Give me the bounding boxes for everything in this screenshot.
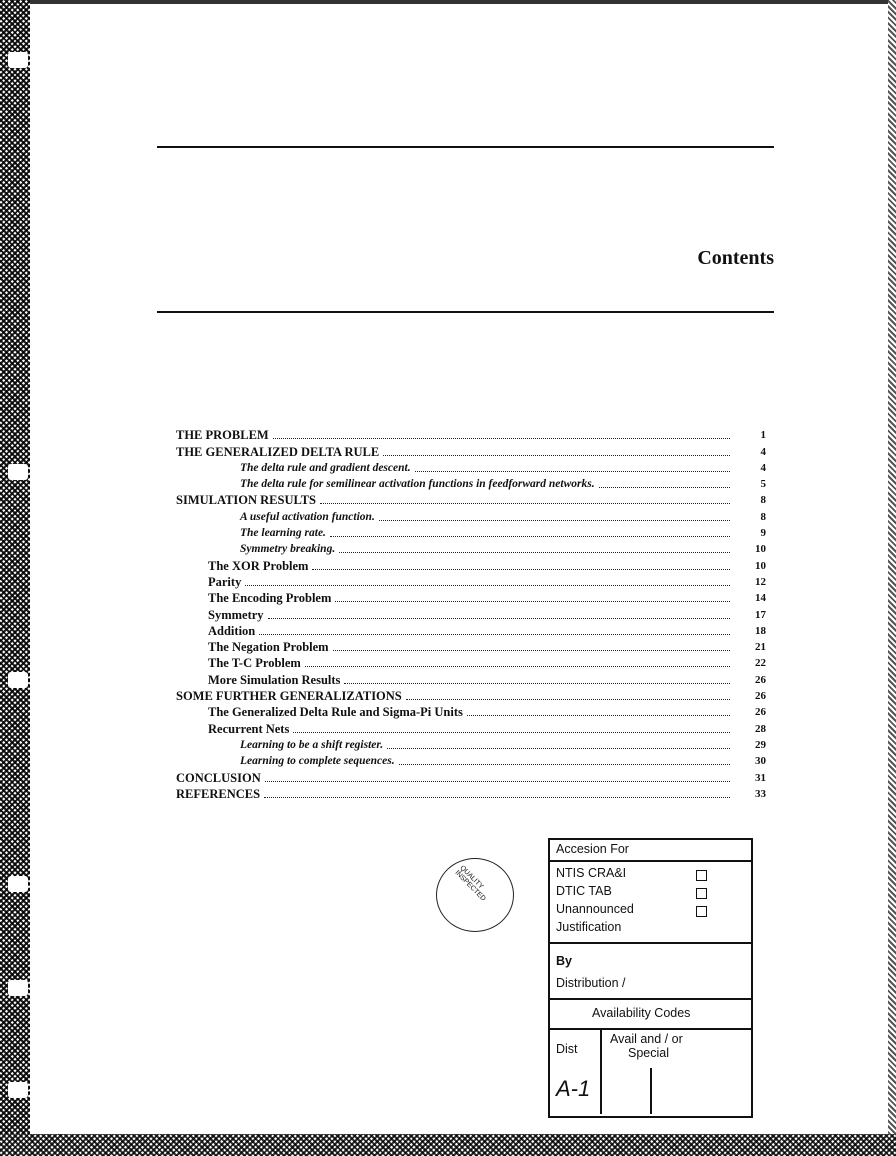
- unannounced-checkbox: [696, 906, 707, 917]
- toc-entry-page: 29: [755, 738, 766, 751]
- dist-code: A-1: [556, 1076, 591, 1101]
- form-column-divider: [650, 1068, 652, 1114]
- accession-form: [548, 838, 753, 1118]
- toc-leader-dots: [333, 650, 730, 651]
- toc-entry-label: The delta rule and gradient descent.: [240, 461, 411, 474]
- toc-leader-dots: [259, 634, 730, 635]
- toc-entry: [176, 475, 766, 491]
- toc-leader-dots: [467, 715, 730, 716]
- toc-entry: [176, 785, 766, 801]
- toc-leader-dots: [320, 503, 730, 504]
- toc-leader-dots: [245, 585, 730, 586]
- toc-entry: [176, 524, 766, 540]
- toc-entry-page: 8: [760, 494, 766, 507]
- scan-edge-left: [0, 0, 30, 1156]
- dtic-label: DTIC TAB: [556, 884, 612, 898]
- toc-entry: [176, 736, 766, 752]
- toc-entry-label: The T-C Problem: [208, 656, 301, 671]
- toc-entry-page: 21: [755, 641, 766, 654]
- toc-entry-label: The Negation Problem: [208, 640, 329, 655]
- accession-label: Accesion For: [556, 842, 629, 856]
- ntis-checkbox: [696, 870, 707, 881]
- toc-leader-dots: [264, 797, 730, 798]
- toc-leader-dots: [399, 764, 730, 765]
- toc-leader-dots: [387, 748, 730, 749]
- toc-entry: [176, 573, 766, 589]
- binder-hole: [8, 980, 28, 996]
- toc-entry: [176, 622, 766, 638]
- form-divider: [550, 1028, 751, 1030]
- binder-hole: [8, 876, 28, 892]
- toc-entry: [176, 703, 766, 719]
- form-divider: [550, 860, 751, 862]
- toc-leader-dots: [273, 438, 730, 439]
- toc-entry: [176, 605, 766, 621]
- toc-entry-label: Recurrent Nets: [208, 721, 290, 736]
- binder-hole: [8, 1082, 28, 1098]
- toc-leader-dots: [339, 552, 730, 553]
- toc-entry-label: REFERENCES: [176, 786, 261, 801]
- toc-entry-page: 33: [755, 787, 766, 800]
- toc-entry-label: CONCLUSION: [176, 770, 261, 785]
- toc-entry: [176, 768, 766, 784]
- toc-entry-page: 10: [755, 543, 766, 556]
- form-divider: [550, 942, 751, 944]
- toc-leader-dots: [344, 683, 730, 684]
- avail-label: Avail and / or: [610, 1032, 683, 1046]
- toc-entry-page: 4: [760, 445, 766, 458]
- binder-hole: [8, 464, 28, 480]
- top-rule: [157, 146, 774, 148]
- toc-entry-label: THE PROBLEM: [176, 428, 269, 443]
- toc-leader-dots: [312, 569, 730, 570]
- toc-entry-label: The Encoding Problem: [208, 591, 332, 606]
- toc-entry: [176, 556, 766, 572]
- toc-leader-dots: [330, 536, 730, 537]
- toc-entry-page: 8: [760, 510, 766, 523]
- toc-leader-dots: [599, 487, 730, 488]
- toc-entry-page: 26: [755, 706, 766, 719]
- toc-entry-label: Addition: [208, 623, 256, 638]
- toc-entry: [176, 426, 766, 442]
- by-label: By: [556, 954, 572, 968]
- scan-edge-right: [888, 0, 896, 1156]
- distribution-label: Distribution /: [556, 976, 626, 990]
- stamp-text: QUALITY INSPECTED: [453, 864, 487, 903]
- toc-entry: [176, 540, 766, 556]
- toc-entry-page: 18: [755, 624, 766, 637]
- toc-entry-page: 28: [755, 722, 766, 735]
- toc-leader-dots: [383, 455, 730, 456]
- toc-leader-dots: [305, 666, 730, 667]
- toc-entry-label: Learning to complete sequences.: [240, 755, 395, 768]
- quality-stamp: [436, 858, 514, 932]
- toc-entry-page: 22: [755, 657, 766, 670]
- toc-entry-label: Symmetry breaking.: [240, 543, 336, 556]
- form-divider: [550, 998, 751, 1000]
- toc-entry-label: The Generalized Delta Rule and Sigma-Pi Units: [208, 705, 463, 720]
- toc-entry-label: SOME FURTHER GENERALIZATIONS: [176, 689, 402, 704]
- toc-entry: [176, 491, 766, 507]
- toc-entry-page: 12: [755, 575, 766, 588]
- ntis-label: NTIS CRA&I: [556, 866, 627, 880]
- toc-leader-dots: [335, 601, 730, 602]
- toc-leader-dots: [293, 732, 730, 733]
- toc-entry-label: The learning rate.: [240, 527, 326, 540]
- toc-entry: [176, 752, 766, 768]
- toc-entry: [176, 670, 766, 686]
- availability-label: Availability Codes: [592, 1006, 691, 1020]
- toc-entry-page: 14: [755, 592, 766, 605]
- binder-hole: [8, 52, 28, 68]
- dist-label: Dist: [556, 1042, 578, 1056]
- toc-entry-page: 10: [755, 559, 766, 572]
- toc-entry: [176, 589, 766, 605]
- toc-entry-page: 1: [760, 429, 766, 442]
- toc-entry-page: 26: [755, 673, 766, 686]
- toc-entry-label: Parity: [208, 574, 242, 589]
- toc-entry-page: 5: [760, 478, 766, 491]
- toc-leader-dots: [406, 699, 730, 700]
- unannounced-label: Unannounced: [556, 902, 634, 916]
- scan-edge-top: [0, 0, 896, 4]
- toc-entry-label: More Simulation Results: [208, 672, 341, 687]
- page-title: Contents: [697, 247, 774, 269]
- toc-entry-page: 4: [760, 461, 766, 474]
- toc-entry: [176, 654, 766, 670]
- toc-entry-label: SIMULATION RESULTS: [176, 493, 316, 508]
- toc-entry-label: Learning to be a shift register.: [240, 738, 384, 751]
- toc-entry: [176, 687, 766, 703]
- toc-leader-dots: [415, 471, 730, 472]
- dtic-checkbox: [696, 888, 707, 899]
- form-column-divider: [600, 1028, 602, 1114]
- toc-leader-dots: [265, 781, 730, 782]
- scan-edge-bottom: [0, 1134, 896, 1156]
- toc-leader-dots: [379, 520, 730, 521]
- toc-entry-page: 17: [755, 608, 766, 621]
- bottom-rule: [157, 311, 774, 313]
- toc-entry-label: A useful activation function.: [240, 510, 375, 523]
- toc-entry: [176, 719, 766, 735]
- toc-entry: [176, 507, 766, 523]
- toc-entry: [176, 638, 766, 654]
- toc-leader-dots: [268, 618, 730, 619]
- binder-hole: [8, 672, 28, 688]
- toc-entry-label: The delta rule for semilinear activation functions in feedforward networks.: [240, 478, 595, 491]
- special-label: Special: [628, 1046, 669, 1060]
- toc-entry-label: The XOR Problem: [208, 558, 309, 573]
- toc-entry-page: 9: [760, 527, 766, 540]
- toc-entry-label: THE GENERALIZED DELTA RULE: [176, 444, 380, 459]
- table-of-contents: [176, 426, 766, 801]
- toc-entry-page: 31: [755, 771, 766, 784]
- toc-entry-page: 30: [755, 755, 766, 768]
- toc-entry: [176, 459, 766, 475]
- justification-label: Justification: [556, 920, 622, 934]
- toc-entry-label: Symmetry: [208, 607, 264, 622]
- toc-entry: [176, 442, 766, 458]
- toc-entry-page: 26: [755, 690, 766, 703]
